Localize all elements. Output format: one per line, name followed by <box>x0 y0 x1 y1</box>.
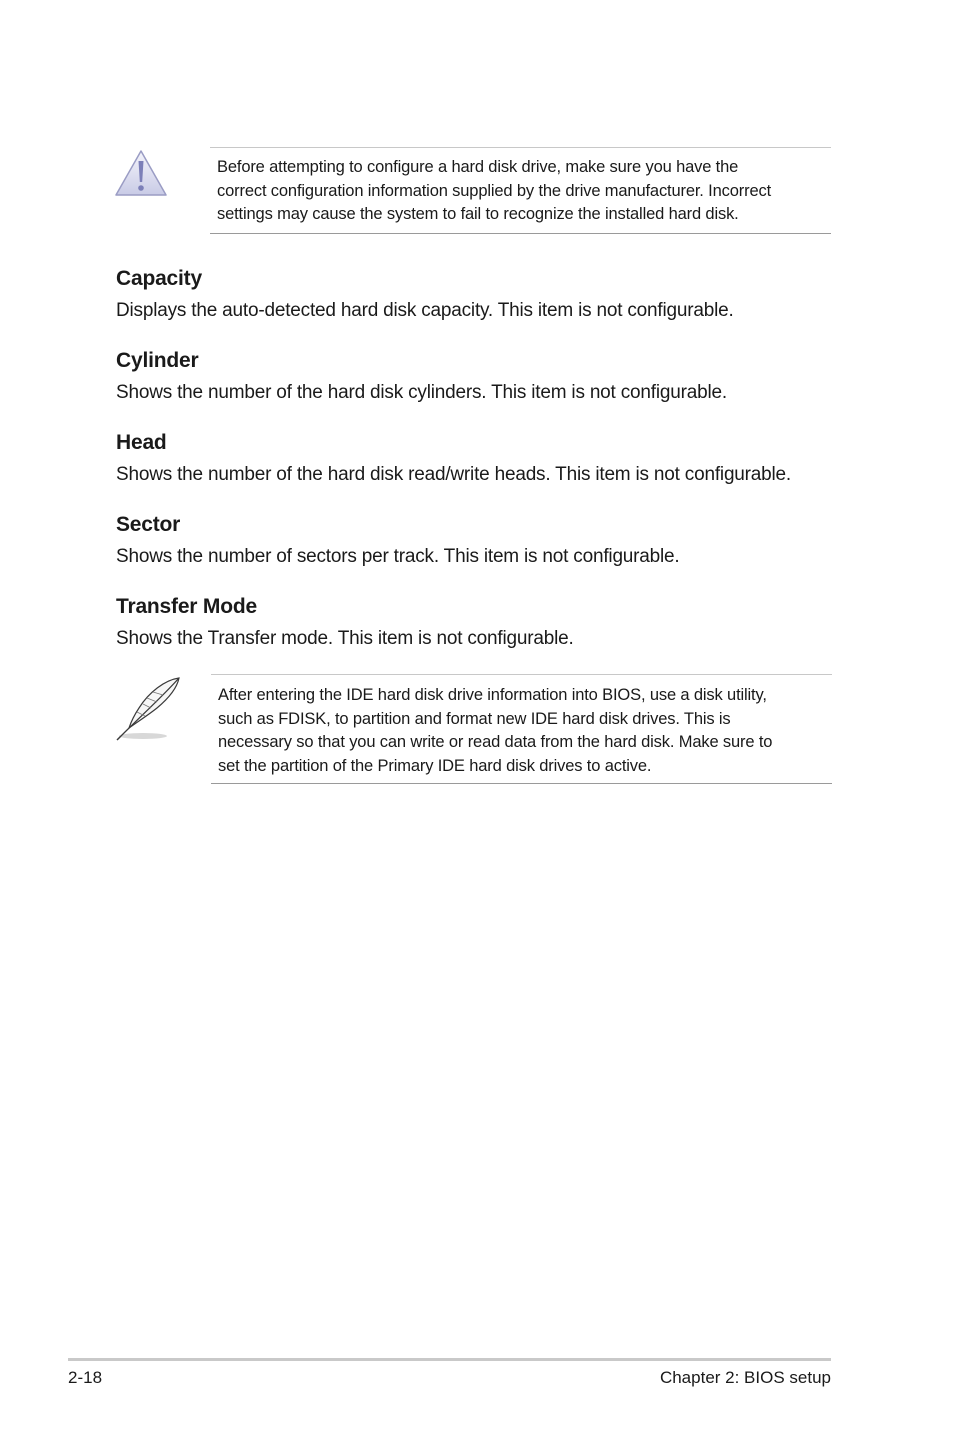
warning-note-line: correct configuration information supplied by the drive manufacturer. Incorrect <box>217 181 772 200</box>
section-heading: Sector <box>116 513 181 536</box>
section-body: Displays the auto-detected hard disk capacity. This item is not configurable. <box>116 300 734 321</box>
section-body: Shows the number of the hard disk read/write heads. This item is not configurable. <box>116 464 792 485</box>
page-number: 2-18 <box>68 1368 103 1387</box>
tip-note-line: After entering the IDE hard disk drive information into BIOS, use a disk utility, <box>218 686 767 704</box>
warning-triangle-icon <box>113 147 169 199</box>
warning-note-line: Before attempting to configure a hard disk drive, make sure you have the <box>217 158 739 176</box>
section-sector <box>116 512 856 569</box>
section-heading: Capacity <box>116 267 202 290</box>
warning-note-line: settings may cause the system to fail to recognize the installed hard disk. <box>217 205 739 223</box>
section-body: Shows the number of sectors per track. This item is not configurable. <box>116 546 680 567</box>
warning-note <box>210 147 831 234</box>
section-body: Shows the number of the hard disk cylinders. This item is not configurable. <box>116 382 727 403</box>
tip-note-line: necessary so that you can write or read data from the hard disk. Make sure to <box>218 733 773 751</box>
tip-note-line: set the partition of the Primary IDE hard disk drives to active. <box>218 756 652 775</box>
tip-note-line: such as FDISK, to partition and format new IDE hard disk drives. This is <box>218 709 731 728</box>
feather-pen-icon <box>113 674 185 742</box>
section-head <box>116 430 856 487</box>
section-body: Shows the Transfer mode. This item is not configurable. <box>116 628 574 649</box>
section-heading: Head <box>116 431 167 454</box>
section-heading: Transfer Mode <box>116 595 257 618</box>
section-capacity <box>116 266 856 323</box>
chapter-title: Chapter 2: BIOS setup <box>659 1368 831 1387</box>
tip-note <box>211 674 832 784</box>
section-cylinder <box>116 348 856 405</box>
footer-divider <box>68 1358 831 1361</box>
section-heading: Cylinder <box>116 349 199 372</box>
section-transfer-mode <box>116 594 856 651</box>
